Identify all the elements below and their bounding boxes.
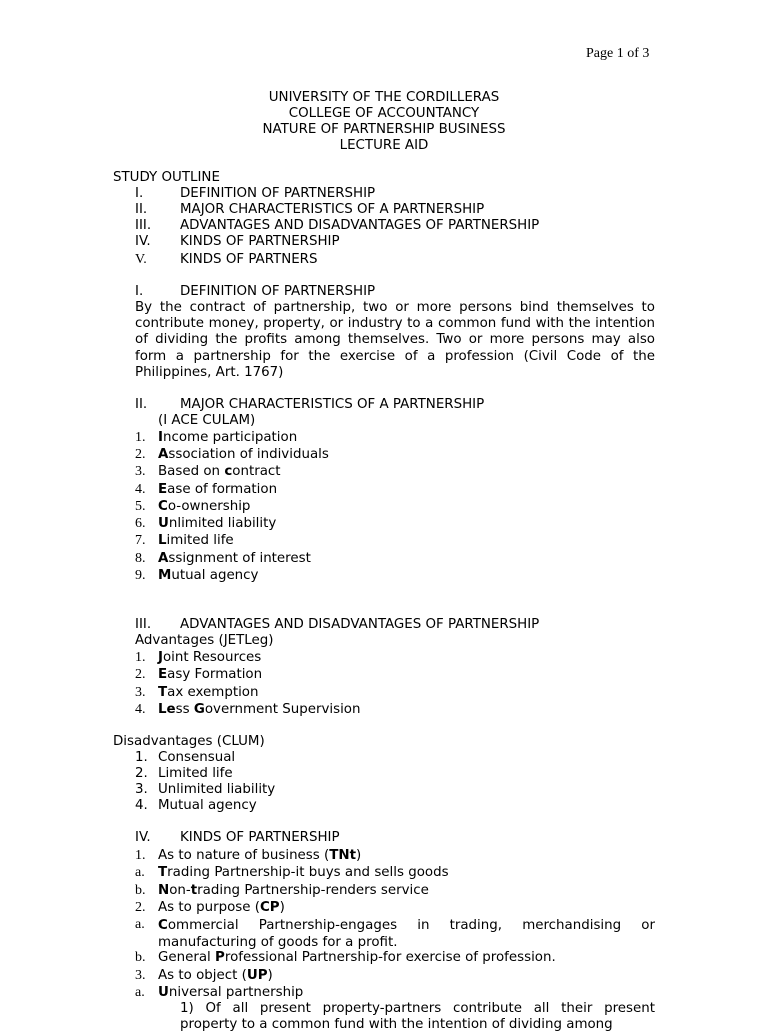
definition-paragraph: By the contract of partnership, two or more persons bind themselves to contribute money, property, or industry to a common fund with the intention of dividing the profits among themselves. Two or more persons may also form a partnership for the exercise of a profession (Civil Code of the Philippines, Art. 1767) [135, 300, 655, 380]
section-heading: IV. KINDS OF PARTNERSHIP [135, 830, 340, 845]
section-heading: I. DEFINITION OF PARTNERSHIP [135, 284, 376, 299]
study-outline-title: STUDY OUTLINE [113, 170, 220, 185]
page-number: Page 1 of 3 [586, 46, 650, 61]
acronym-label: (I ACE CULAM) [158, 413, 256, 428]
outline-item: V. KINDS OF PARTNERS [135, 252, 318, 267]
outline-item: I. DEFINITION OF PARTNERSHIP [135, 186, 376, 201]
header-topic: NATURE OF PARTNERSHIP BUSINESS [262, 122, 506, 137]
outline-item: III. ADVANTAGES AND DISADVANTAGES OF PARTNERSHIP [135, 218, 540, 233]
section-heading: III. ADVANTAGES AND DISADVANTAGES OF PARTNERSHIP [135, 617, 540, 632]
header-lecture-aid: LECTURE AID [339, 138, 429, 153]
header-university: UNIVERSITY OF THE CORDILLERAS [268, 90, 500, 105]
advantages-title: Advantages (JETLeg) [135, 633, 274, 648]
universal-partnership-subitem: 1) Of all present property-partners contribute all their present property to a common fund with the intention of dividing among [180, 1001, 655, 1032]
section-heading: II. MAJOR CHARACTERISTICS OF A PARTNERSHIP [135, 397, 485, 412]
header-college: COLLEGE OF ACCOUNTANCY [288, 106, 480, 121]
disadvantages-title: Disadvantages (CLUM) [113, 734, 265, 749]
outline-item: II. MAJOR CHARACTERISTICS OF A PARTNERSHIP [135, 202, 485, 217]
outline-item: IV. KINDS OF PARTNERSHIP [135, 234, 340, 249]
commercial-partnership-text: Commercial Partnership-engages in trading, merchandising or manufacturing of goods for a profit. [158, 918, 655, 950]
